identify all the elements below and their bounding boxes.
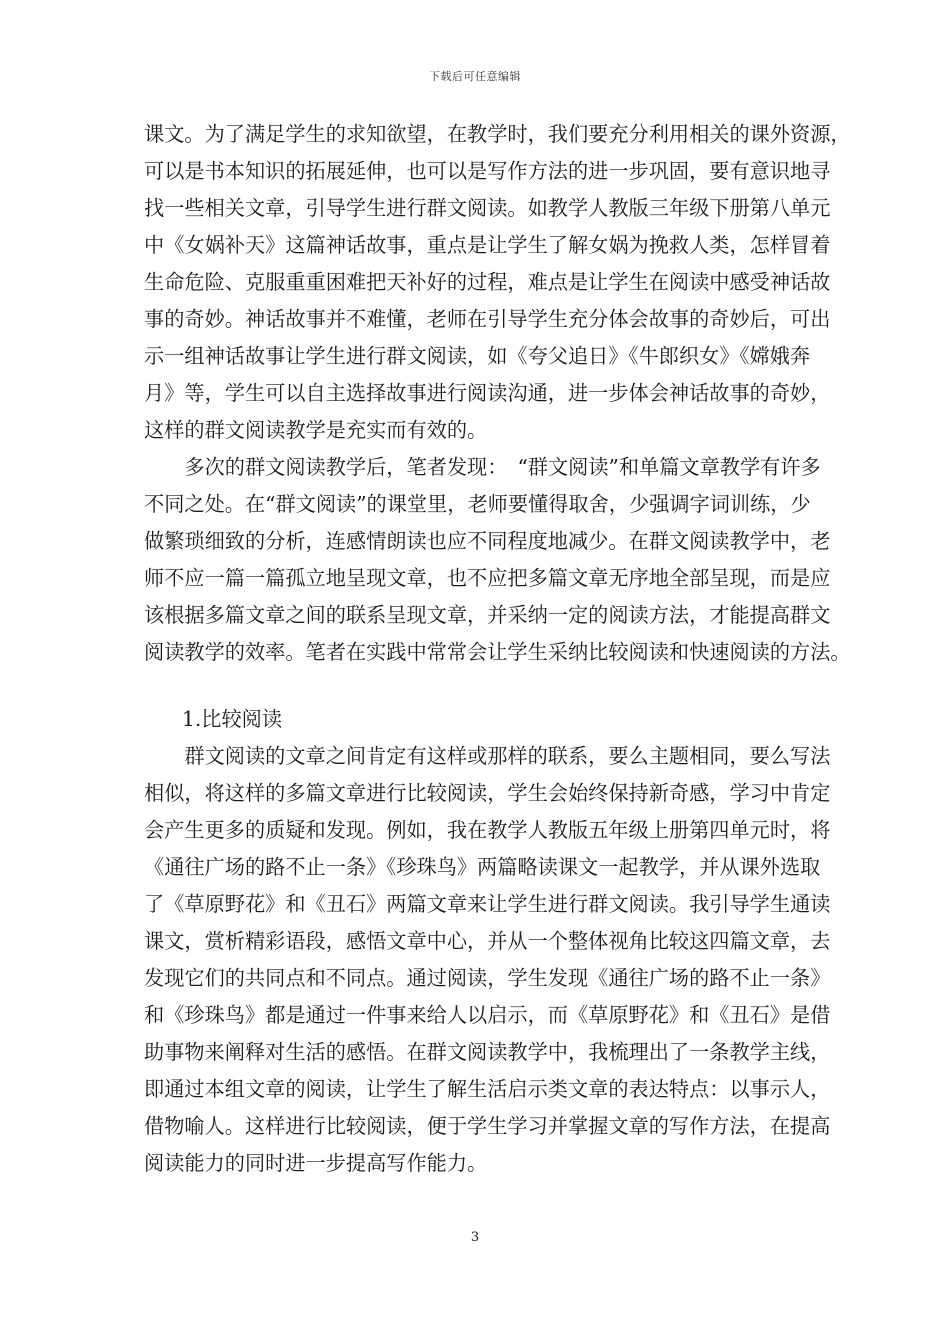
text-line: 生命危险、克服重重困难把天补好的过程，难点是让学生在阅读中感受神话故 [144, 270, 831, 294]
text-line: 群文阅读的文章之间肯定有这样或那样的联系，要么主题相同，要么写法 [144, 744, 831, 768]
paragraph-3 [144, 738, 831, 1182]
text-line: 事的奇妙。神话故事并不难懂，老师在引导学生充分体会故事的奇妙后，可出 [144, 307, 831, 331]
text-line: 阅读教学的效率。笔者在实践中常常会让学生采纳比较阅读和快速阅读的方法。 [144, 640, 851, 664]
page-header: 下载后可任意编辑 [429, 70, 521, 83]
document-body [144, 116, 851, 1182]
text-line: 即通过本组文章的阅读，让学生了解生活启示类文章的表达特点：以事示人， [144, 1077, 831, 1101]
text-line: 师不应一篇一篇孤立地呈现文章，也不应把多篇文章无序地全部呈现，而是应 [144, 566, 831, 590]
text-line: 助事物来阐释对生活的感悟。在群文阅读教学中，我梳理出了一条教学主线， [144, 1040, 831, 1064]
text-line: 找一些相关文章，引导学生进行群文阅读。如教学人教版三年级下册第八单元 [144, 196, 831, 220]
text-line: 了《草原野花》和《丑石》两篇文章来让学生进行群文阅读。我引导学生通读 [144, 892, 831, 916]
section-heading: 1.比较阅读 [182, 707, 283, 731]
text-line: 示一组神话故事让学生进行群文阅读，如《夸父追日》《牛郎织女》《嫦娥奔 [144, 344, 811, 368]
text-line: 可以是书本知识的拓展延伸，也可以是写作方法的进一步巩固，要有意识地寻 [144, 159, 831, 183]
paragraph-2 [144, 449, 851, 671]
text-line: 会产生更多的质疑和发现。例如，我在教学人教版五年级上册第四单元时，将 [144, 818, 831, 842]
text-line: 该根据多篇文章之间的联系呈现文章，并采纳一定的阅读方法，才能提高群文 [144, 603, 831, 627]
text-line: 相似，将这样的多篇文章进行比较阅读，学生会始终保持新奇感，学习中肯定 [144, 781, 831, 805]
text-line: 《通往广场的路不止一条》《珍珠鸟》两篇略读课文一起教学，并从课外选取 [144, 855, 821, 879]
page-number: 3 [470, 1230, 480, 1245]
paragraph-1 [144, 116, 851, 449]
text-line: 借物喻人。这样进行比较阅读，便于学生学习并掌握文章的写作方法，在提高 [144, 1114, 831, 1138]
text-line: 多次的群文阅读教学后，笔者发现： “群文阅读”和单篇文章教学有许多 [144, 455, 821, 479]
text-line: 不同之处。在“群文阅读”的课堂里，老师要懂得取舍，少强调字词训练，少 [144, 492, 811, 516]
section-spacer [144, 671, 816, 701]
text-line: 和《珍珠鸟》都是通过一件事来给人以启示，而《草原野花》和《丑石》是借 [144, 1003, 831, 1027]
text-line: 中《女娲补天》这篇神话故事，重点是让学生了解女娲为挽救人类，怎样冒着 [144, 233, 831, 257]
text-line: 月》等，学生可以自主选择故事进行阅读沟通，进一步体会神话故事的奇妙， [144, 381, 831, 405]
text-line: 发现它们的共同点和不同点。通过阅读，学生发现《通往广场的路不止一条》 [144, 966, 831, 990]
text-line: 课文，赏析精彩语段，感悟文章中心，并从一个整体视角比较这四篇文章，去 [144, 929, 831, 953]
text-line: 这样的群文阅读教学是充实而有效的。 [144, 418, 488, 442]
text-line: 课文。为了满足学生的求知欲望，在教学时，我们要充分利用相关的课外资源， [144, 122, 851, 146]
text-line: 阅读能力的同时进一步提高写作能力。 [144, 1151, 488, 1175]
text-line: 做繁琐细致的分析，连感情朗读也应不同程度地减少。在群文阅读教学中，老 [144, 529, 831, 553]
